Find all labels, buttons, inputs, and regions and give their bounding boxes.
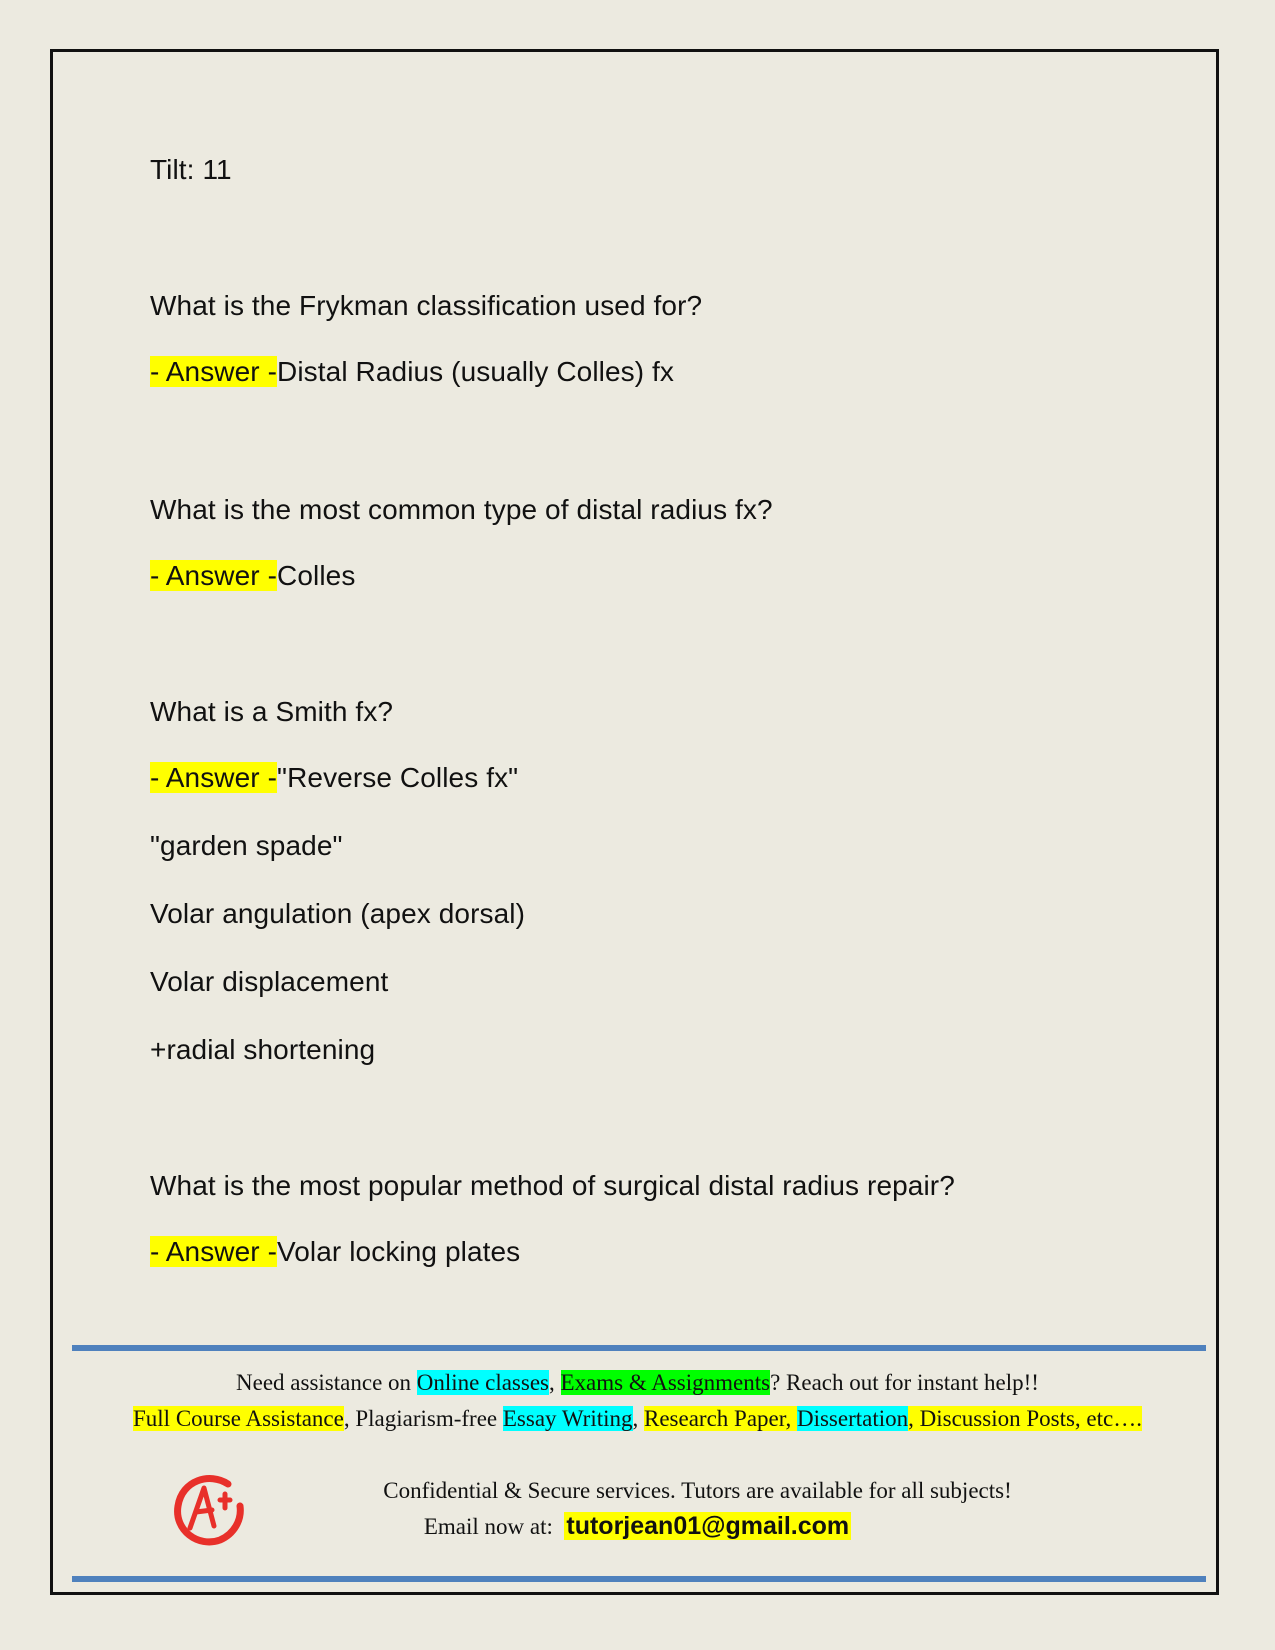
answer-label: - Answer - [150, 762, 278, 793]
answer-text: Volar locking plates [277, 1236, 521, 1267]
email-link[interactable]: tutorjean01@gmail.com [566, 1512, 850, 1540]
discussion-posts-highlight: , Discussion Posts, etc…. [908, 1406, 1142, 1431]
answer-3-line-2: "garden spade" [150, 830, 343, 861]
exams-assignments-highlight: Exams & Assignments [560, 1370, 771, 1395]
question-2: What is the most common type of distal radius fx? [150, 494, 773, 525]
footer-text: ? Reach out for instant help!! [770, 1370, 1039, 1395]
footer-line-1 [0, 1370, 1275, 1396]
research-paper-highlight: Research Paper, [644, 1406, 797, 1431]
question-3: What is a Smith fx? [150, 696, 394, 727]
page-border [50, 49, 1219, 1595]
footer-email-line [0, 1512, 1275, 1541]
answer-3-line-5: +radial shortening [150, 1034, 376, 1065]
tilt-line: Tilt: 11 [150, 154, 232, 185]
footer-text: Need assistance on [236, 1370, 417, 1395]
online-classes-highlight: Online classes [416, 1370, 549, 1395]
answer-1 [150, 356, 674, 388]
answer-3 [150, 762, 518, 794]
question-1: What is the Frykman classification used for? [150, 290, 703, 321]
answer-text: Distal Radius (usually Colles) fx [277, 356, 675, 387]
answer-4 [150, 1236, 520, 1268]
essay-writing-highlight: Essay Writing [502, 1406, 633, 1431]
answer-2 [150, 560, 355, 592]
footer-text: , [632, 1406, 644, 1431]
footer-text: , [549, 1370, 561, 1395]
answer-3-line-4: Volar displacement [150, 966, 389, 997]
full-course-highlight: Full Course Assistance [133, 1406, 344, 1431]
footer-line-3: Confidential & Secure services. Tutors are available for all subjects! [383, 1478, 1012, 1503]
dissertation-highlight: Dissertation [796, 1406, 909, 1431]
footer-text: , Plagiarism-free [343, 1406, 503, 1431]
footer-top-rule [72, 1345, 1206, 1351]
question-4: What is the most popular method of surgical distal radius repair? [150, 1170, 955, 1201]
answer-label: - Answer - [150, 1236, 278, 1267]
answer-label: - Answer - [150, 560, 278, 591]
answer-label: - Answer - [150, 356, 278, 387]
answer-3-line-3: Volar angulation (apex dorsal) [150, 898, 526, 929]
email-label: Email now at: [423, 1514, 565, 1539]
footer-bottom-rule [72, 1576, 1206, 1582]
answer-text: "Reverse Colles fx" [277, 762, 519, 793]
footer-line-2 [0, 1406, 1275, 1432]
answer-text: Colles [277, 560, 356, 591]
